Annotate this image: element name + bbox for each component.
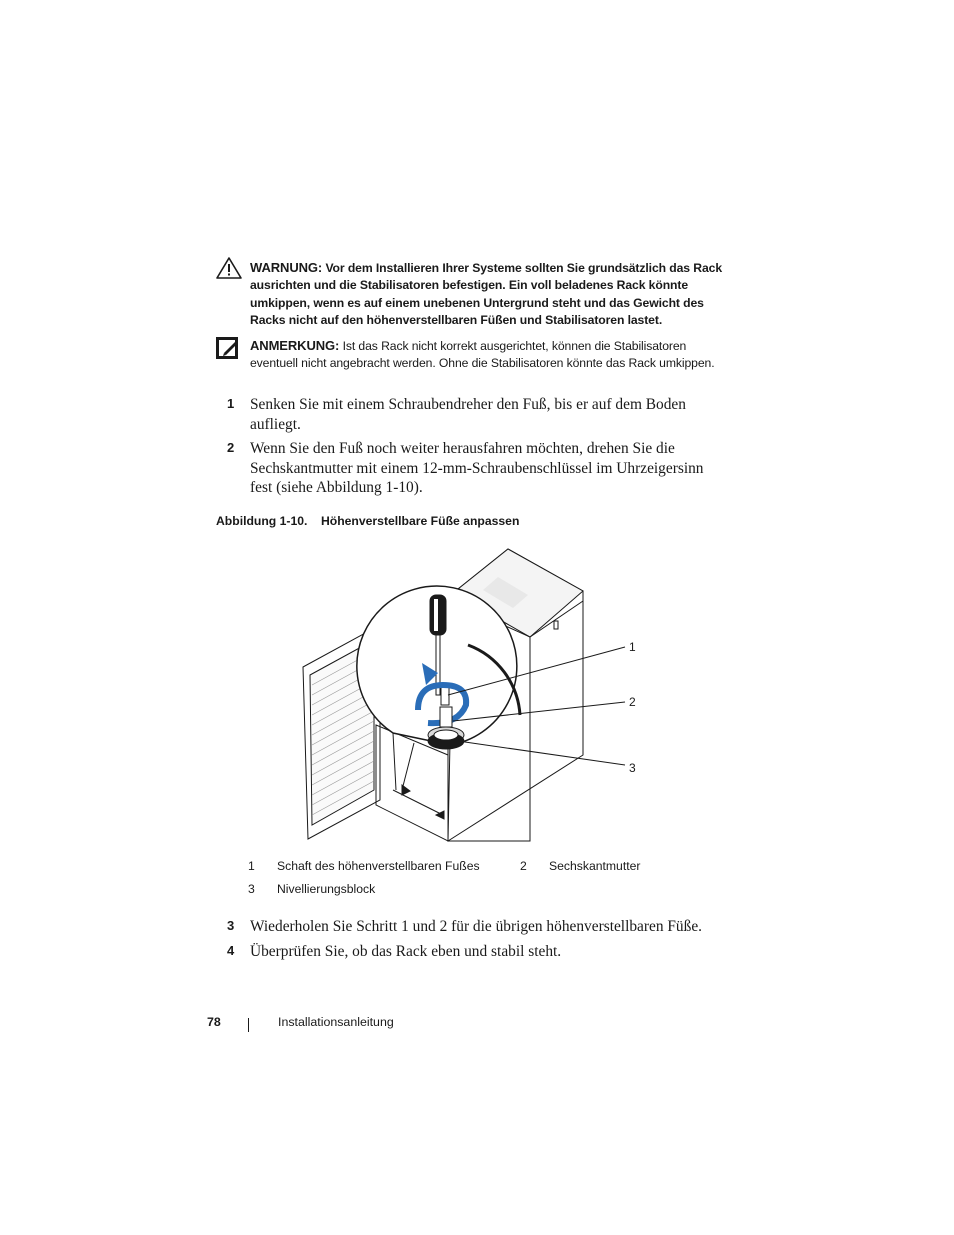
legend-item-1-label: Schaft des höhenverstellbaren Fußes (277, 859, 480, 873)
warning-text (250, 259, 725, 329)
callout-2: 2 (629, 695, 636, 709)
warning-label: WARNUNG: (250, 260, 323, 275)
warning-triangle-icon (215, 256, 243, 280)
warning-body: Vor dem Installieren Ihrer Systeme sollten Sie grundsätzlich das Rack ausrichten und die Stabilisatoren befestigen. Ein voll beladenes Rack könnte umkippen, wenn es auf einem unebenen Untergrund steht und das Gewicht des Racks nicht auf den höhenverstellbaren Füßen und Stabilisatoren lastet. (250, 261, 722, 327)
step-text: Wenn Sie den Fuß noch weiter herausfahren möchten, drehen Sie die Sechskantmutter mit einem 12-mm-Schraubenschlüssel im Uhrzeigersinn fest (siehe Abbildung 1-10). (250, 440, 704, 496)
legend-item-2-label: Sechskantmutter (549, 859, 641, 873)
figure-caption: Abbildung 1-10. Höhenverstellbare Füße anpassen (216, 514, 520, 528)
legend-item-1-number: 1 (248, 859, 255, 873)
step-number: 1 (227, 396, 235, 411)
footer-divider (248, 1018, 249, 1032)
rack-leveling-illustration (298, 545, 643, 845)
legend-item-3-label: Nivellierungsblock (277, 882, 376, 896)
step-number: 4 (227, 943, 235, 958)
note-body: Ist das Rack nicht korrekt ausgerichtet, können die Stabilisatoren eventuell nicht angebracht werden. Ohne die Stabilisatoren könnte das Rack umkippen. (250, 339, 715, 371)
warning-block (215, 256, 725, 331)
step-number: 3 (227, 918, 235, 933)
step-number: 2 (227, 440, 235, 455)
callout-1: 1 (629, 640, 636, 654)
step-text: Überprüfen Sie, ob das Rack eben und stabil steht. (250, 943, 562, 960)
note-pencil-icon (215, 336, 243, 360)
document-title: Installationsanleitung (278, 1015, 394, 1029)
callout-3: 3 (629, 761, 636, 775)
page-number: 78 (207, 1015, 221, 1029)
legend-item-2-number: 2 (520, 859, 527, 873)
note-block (215, 334, 725, 392)
note-text (250, 337, 725, 373)
step-text: Senken Sie mit einem Schraubendreher den Fuß, bis er auf dem Boden aufliegt. (250, 396, 686, 433)
note-label: ANMERKUNG: (250, 338, 340, 353)
legend-item-3-number: 3 (248, 882, 255, 896)
step-text: Wiederholen Sie Schritt 1 und 2 für die übrigen höhenverstellbaren Füße. (250, 918, 703, 935)
